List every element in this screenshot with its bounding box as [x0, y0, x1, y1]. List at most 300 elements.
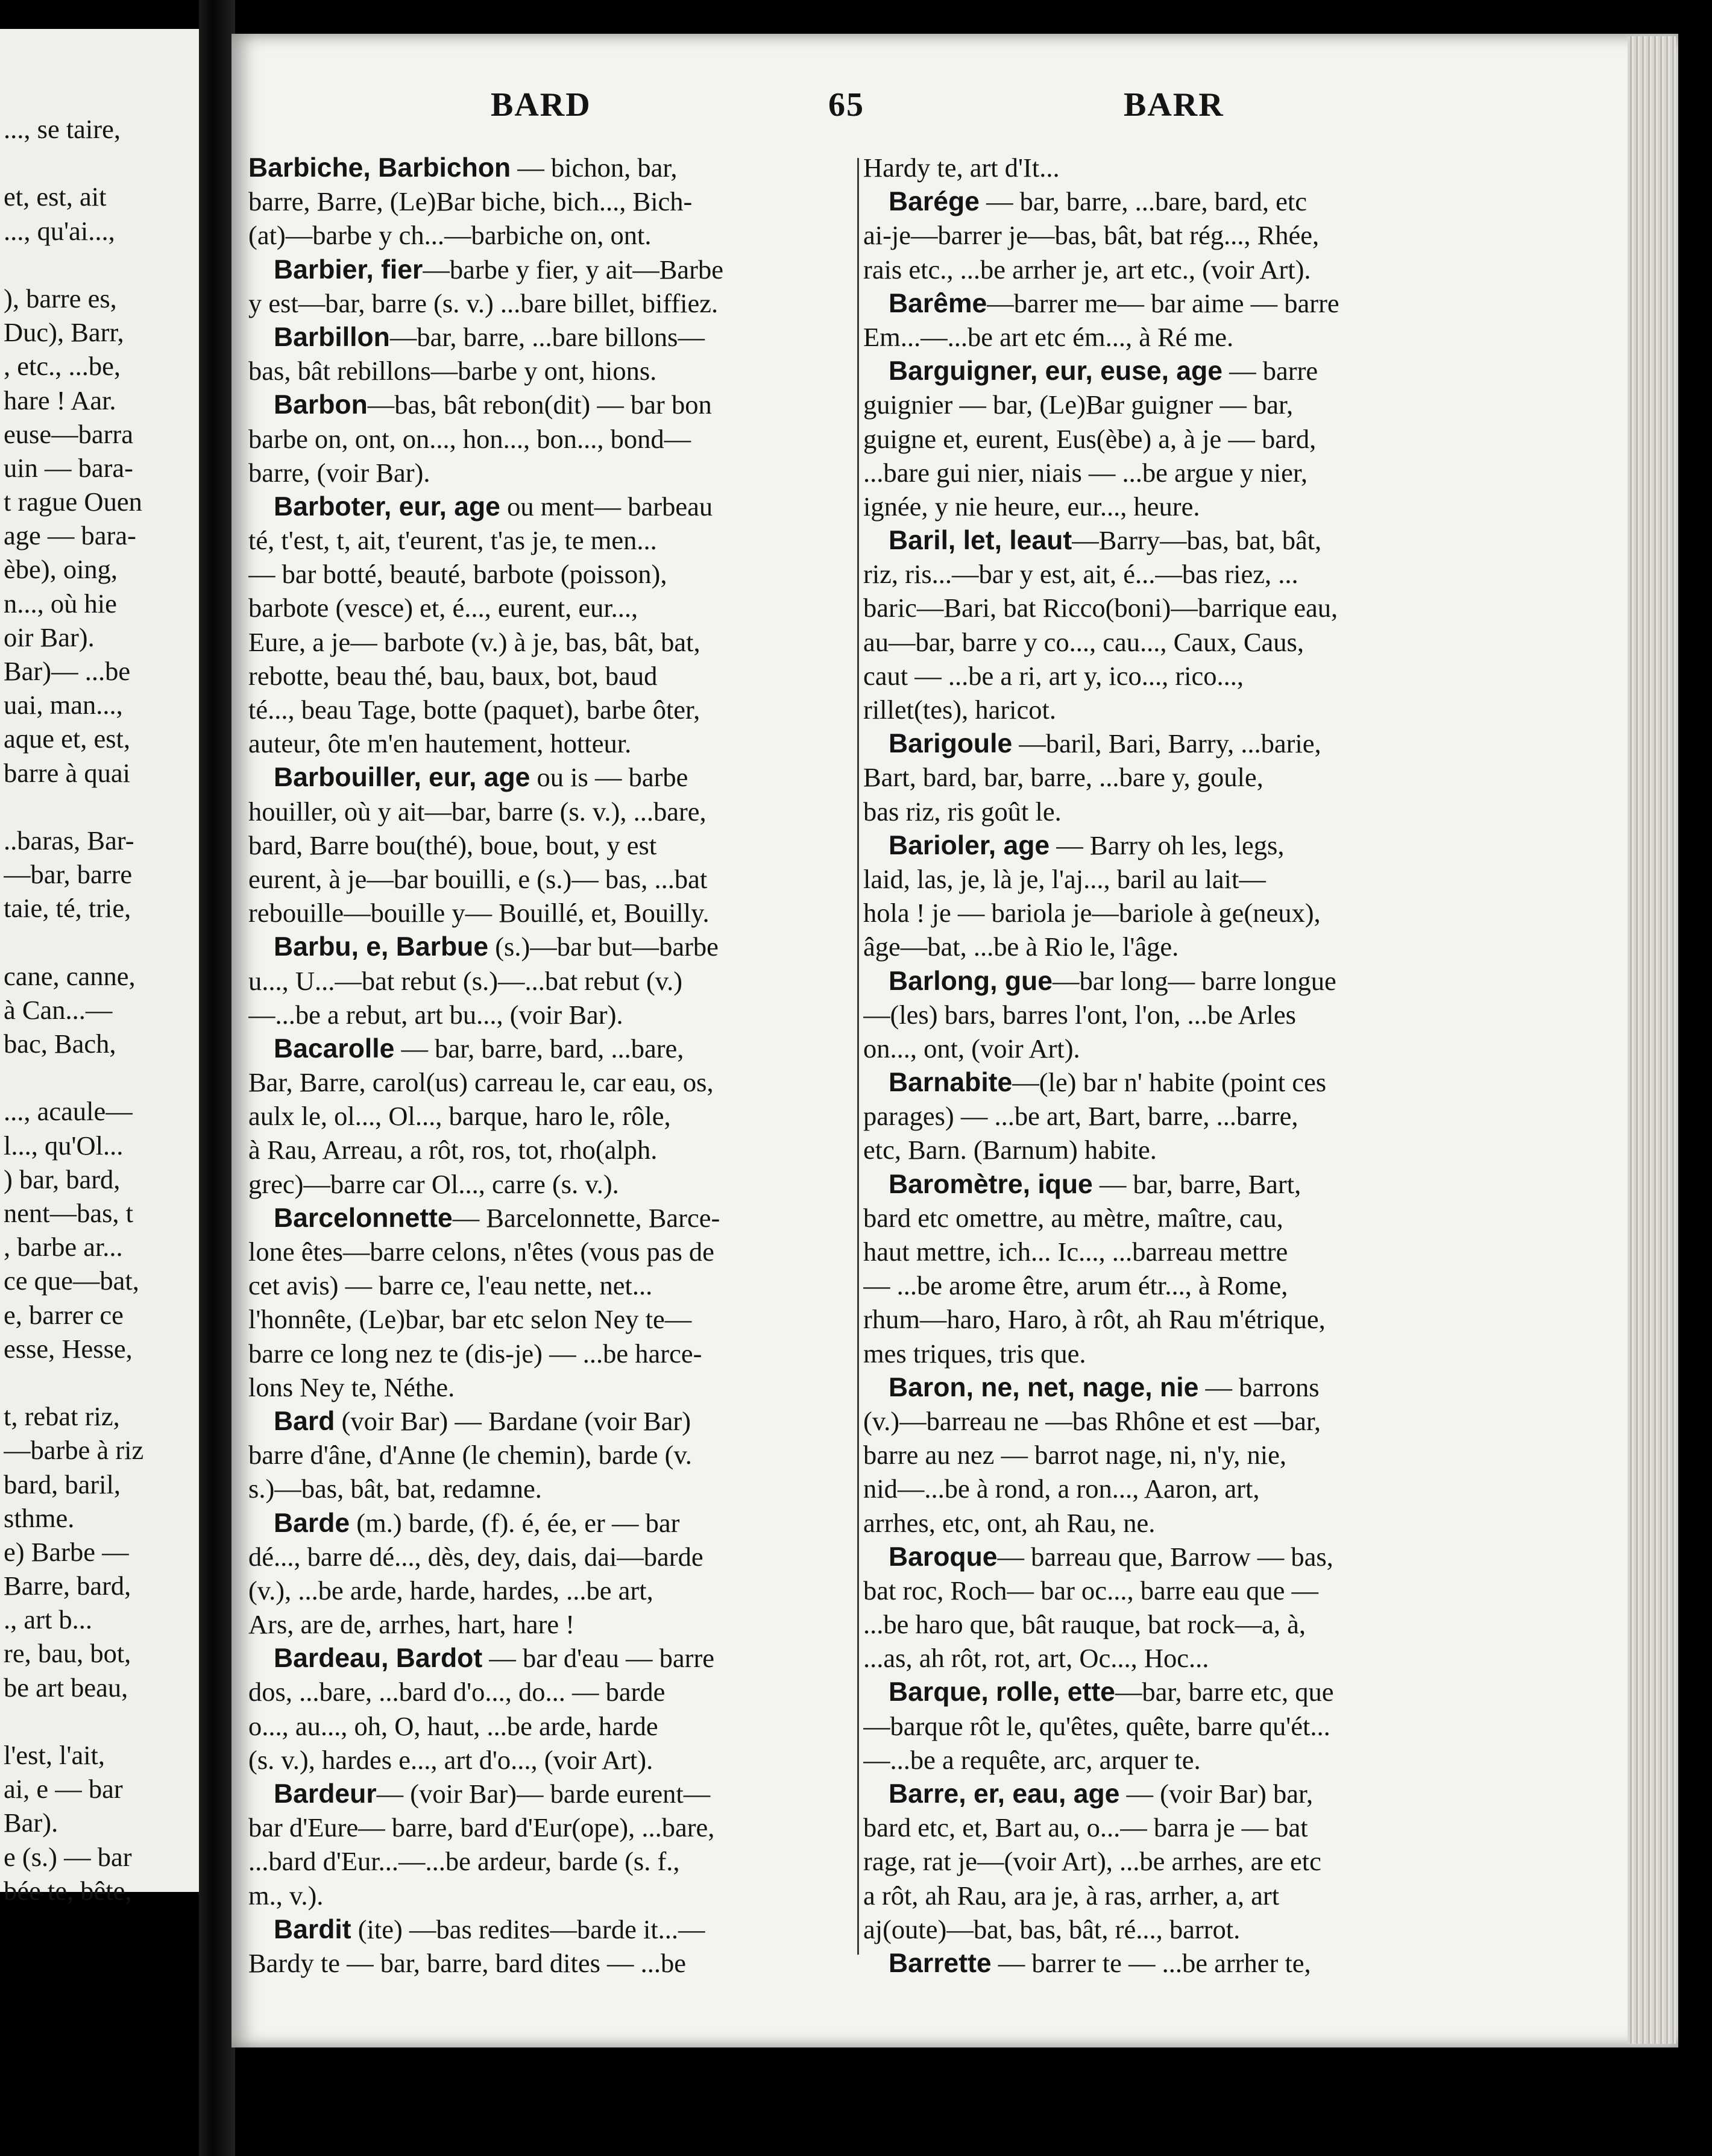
definition-text: à Rau, Arreau, a rôt, ros, tot, rho(alph. — [248, 1135, 658, 1165]
definition-text: —(les) bars, barres l'ont, l'on, ...be Arles — [863, 999, 1296, 1030]
definition-text: té, t'est, t, ait, t'eurent, t'as je, te men... — [248, 525, 657, 556]
entry-text-line — [863, 760, 1490, 794]
definition-text: —barrer me— bar aime — barre — [987, 288, 1339, 318]
definition-text: — Barry oh les, legs, — [1050, 830, 1285, 860]
headword: Barde — [274, 1508, 350, 1538]
entry-text-line — [248, 184, 851, 218]
entry-headword-line — [248, 1777, 851, 1811]
entry-text-line — [248, 1743, 851, 1777]
definition-text: ou is — barbe — [530, 762, 688, 793]
headword: Barbiche, Barbichon — [248, 153, 511, 183]
entry-text-line — [248, 591, 851, 625]
entry-text-line — [248, 1472, 851, 1505]
definition-text: Em...—...be art etc ém..., à Ré me. — [863, 321, 1234, 352]
text-line — [4, 925, 197, 959]
text-line: oir Bar). — [4, 622, 95, 652]
definition-text: laid, las, je, là je, l'aj..., baril au lait— — [863, 863, 1266, 894]
entry-text-line — [863, 693, 1490, 727]
entry-text-line — [248, 1133, 851, 1167]
text-line: barre à quai — [4, 757, 131, 788]
definition-text: rhum—haro, Haro, à rôt, ah Rau m'étrique, — [863, 1304, 1326, 1335]
text-line: uai, man..., — [4, 690, 123, 720]
headword: Barbier, fier — [274, 254, 423, 285]
entry-headword-line — [863, 1946, 1490, 1980]
text-line: Duc), Barr, — [4, 317, 124, 348]
entry-text-line — [248, 1879, 851, 1912]
definition-text: —bar, barre etc, que — [1115, 1677, 1334, 1707]
entry-text-line — [863, 151, 1490, 184]
headword: Baron, ne, net, nage, nie — [889, 1372, 1199, 1402]
entry-text-line — [863, 218, 1490, 252]
entry-text-line — [863, 862, 1490, 896]
definition-text: — barrons — [1198, 1372, 1320, 1402]
definition-text: —baril, Bari, Barry, ...barie, — [1012, 728, 1321, 759]
definition-text: Ars, are de, arrhes, hart, hare ! — [248, 1609, 575, 1640]
entry-text-line — [863, 1844, 1490, 1878]
entry-headword-line — [248, 760, 851, 794]
definition-text: — (voir Bar)— barde eurent— — [376, 1779, 711, 1809]
text-line: esse, Hesse, — [4, 1333, 133, 1364]
entry-headword-line — [863, 1540, 1490, 1574]
definition-text: — barreau que, Barrow — bas, — [997, 1541, 1333, 1572]
entry-text-line — [863, 625, 1490, 659]
entry-text-line — [248, 625, 851, 659]
definition-text: riz, ris...—bar y est, ait, é...—bas riez, ... — [863, 559, 1298, 590]
entry-text-line — [248, 1811, 851, 1844]
definition-text: ...bare gui nier, niais — ...be argue y nier, — [863, 457, 1308, 488]
headword: Baromètre, ique — [889, 1169, 1093, 1199]
text-line: n..., où hie — [4, 588, 117, 619]
entry-text-line — [248, 1167, 851, 1201]
headword: Baril, let, leaut — [889, 526, 1072, 556]
text-line: Bar)— ...be — [4, 656, 131, 686]
definition-text: ai-je—barrer je—bas, bât, bat rég..., Rhée, — [863, 220, 1320, 251]
text-line — [4, 248, 197, 282]
headword: Barboter, eur, age — [274, 491, 500, 522]
definition-text: lons Ney te, Néthe. — [248, 1372, 455, 1402]
entry-text-line — [863, 1133, 1490, 1167]
page-number: 65 — [828, 86, 864, 124]
entry-text-line — [248, 1337, 851, 1370]
definition-text: grec)—barre car Ol..., carre (s. v.). — [248, 1168, 619, 1199]
entry-headword-line — [863, 1675, 1490, 1709]
entry-text-line — [248, 998, 851, 1032]
definition-text: cet avis) — barre ce, l'eau nette, net... — [248, 1270, 653, 1301]
definition-text: rebotte, beau thé, bau, baux, bot, baud — [248, 660, 658, 691]
right-column — [863, 151, 1490, 1980]
entry-text-line — [863, 490, 1490, 523]
text-line — [4, 146, 197, 180]
headword: Barigoule — [889, 729, 1013, 759]
text-line: ai, e — bar — [4, 1774, 123, 1805]
definition-text: Bart, bard, bar, barre, ...bare y, goule, — [863, 762, 1264, 793]
entry-headword-line — [248, 320, 851, 354]
entry-text-line — [863, 1337, 1490, 1370]
definition-text: ...as, ah rôt, rot, art, Oc..., Hoc... — [863, 1643, 1209, 1674]
definition-text: ignée, y nie heure, eur..., heure. — [863, 491, 1200, 522]
definition-text: (at)—barbe y ch...—barbiche on, ont. — [248, 220, 652, 251]
entry-text-line — [863, 1607, 1490, 1641]
entry-text-line — [863, 1506, 1490, 1540]
text-line: , etc., ...be, — [4, 351, 121, 382]
definition-text: âge—bat, ...be à Rio le, l'âge. — [863, 931, 1179, 962]
text-line: bac, Bach, — [4, 1029, 116, 1059]
text-line — [4, 1704, 197, 1738]
definition-text: aj(oute)—bat, bas, bât, ré..., barrot. — [863, 1914, 1241, 1944]
entry-text-line — [863, 1302, 1490, 1336]
definition-text: —bar long— barre longue — [1052, 965, 1336, 996]
definition-text: té..., beau Tage, botte (paquet), barbe ôter, — [248, 695, 700, 725]
text-line: t, rebat riz, — [4, 1401, 120, 1432]
headword: Barbouiller, eur, age — [274, 763, 530, 793]
text-line: èbe), oing, — [4, 554, 118, 585]
definition-text: aulx le, ol..., Ol..., barque, haro le, rôle, — [248, 1101, 671, 1132]
definition-text: etc, Barn. (Barnum) habite. — [863, 1135, 1157, 1165]
entry-text-line — [248, 862, 851, 896]
definition-text: hola ! je — bariola je—bariole à ge(neux), — [863, 898, 1321, 928]
page-edges — [1628, 36, 1676, 2044]
text-line: e, barrer ce — [4, 1299, 124, 1330]
definition-text: baric—Bari, bat Ricco(boni)—barrique eau, — [863, 593, 1338, 623]
headword: Barbon — [274, 390, 368, 420]
text-line — [4, 790, 197, 824]
definition-text: arrhes, etc, ont, ah Rau, ne. — [863, 1507, 1156, 1538]
text-line: —bar, barre — [4, 859, 133, 890]
definition-text: bas riz, ris goût le. — [863, 796, 1062, 827]
entry-text-line — [863, 557, 1490, 591]
definition-text: rebouille—bouille y— Bouillé, et, Bouilly. — [248, 898, 710, 928]
entry-text-line — [863, 1879, 1490, 1912]
text-line: ) bar, bard, — [4, 1164, 121, 1194]
text-line: e (s.) — bar — [4, 1841, 132, 1872]
entry-text-line — [863, 253, 1490, 286]
entry-headword-line — [248, 253, 851, 286]
entry-text-line — [863, 998, 1490, 1032]
headword: Barioler, age — [889, 830, 1050, 860]
entry-text-line — [248, 1709, 851, 1743]
definition-text: bard etc, et, Bart au, o...— barra je — bat — [863, 1812, 1308, 1843]
entry-headword-line — [863, 1777, 1490, 1811]
definition-text: —(le) bar n' habite (point ces — [1012, 1067, 1327, 1098]
definition-text: barre, Barre, (Le)Bar biche, bich..., Bich- — [248, 186, 693, 217]
text-line: ..., qu'ai..., — [4, 215, 115, 246]
text-line: Bar). — [4, 1808, 58, 1838]
entry-headword-line — [863, 1065, 1490, 1099]
entry-text-line — [248, 1540, 851, 1574]
entry-text-line — [863, 795, 1490, 828]
text-line: ce que—bat, — [4, 1266, 139, 1296]
headword: Barguigner, eur, euse, age — [889, 356, 1223, 386]
entry-text-line — [248, 659, 851, 693]
definition-text: — bichon, bar, — [511, 153, 678, 183]
entry-text-line — [248, 795, 851, 828]
definition-text: (m.) barde, (f). é, ée, er — bar — [350, 1507, 680, 1538]
definition-text: bas, bât rebillons—barbe y ont, hions. — [248, 356, 657, 386]
text-line: hare ! Aar. — [4, 385, 116, 415]
headword: Barbillon — [274, 322, 390, 352]
headword: Barlong, gue — [889, 966, 1053, 996]
entry-text-line — [248, 1675, 851, 1709]
entry-headword-line — [863, 523, 1490, 557]
definition-text: rillet(tes), haricot. — [863, 695, 1057, 725]
entry-text-line — [863, 1269, 1490, 1302]
definition-text: Bardy te — bar, barre, bard dites — ...be — [248, 1947, 687, 1978]
entry-text-line — [863, 320, 1490, 354]
entry-text-line — [863, 1235, 1490, 1269]
text-line: uin — bara- — [4, 452, 134, 483]
text-line: bard, baril, — [4, 1469, 121, 1499]
text-line: sthme. — [4, 1502, 75, 1533]
entry-text-line — [248, 964, 851, 998]
definition-text: ...be haro que, bât rauque, bat rock—a, à, — [863, 1609, 1306, 1640]
right-guide-word: BARR — [1124, 86, 1224, 124]
entry-text-line — [863, 1472, 1490, 1505]
entry-headword-line — [863, 184, 1490, 218]
running-header — [231, 86, 1618, 134]
definition-text: barre, (voir Bar). — [248, 457, 430, 488]
headword: Barbu, e, Barbue — [274, 932, 489, 962]
definition-text: barre d'âne, d'Anne (le chemin), barde (v. — [248, 1440, 692, 1470]
entry-text-line — [863, 896, 1490, 930]
text-line: taie, té, trie, — [4, 893, 131, 924]
definition-text: haut mettre, ich... Ic..., ...barreau mettre — [863, 1237, 1288, 1267]
headword: Bardit — [274, 1914, 351, 1944]
definition-text: rais etc., ...be arrher je, art etc., (voir Art). — [863, 254, 1311, 285]
definition-text: l'honnête, (Le)bar, bar etc selon Ney te— — [248, 1304, 692, 1335]
entry-text-line — [248, 286, 851, 320]
definition-text: (s.)—bar but—barbe — [488, 931, 719, 962]
definition-text: Hardy te, art d'It... — [863, 153, 1060, 183]
definition-text: bard, Barre bou(thé), boue, bout, y est — [248, 830, 657, 860]
entry-text-line — [863, 1912, 1490, 1946]
entry-headword-line — [863, 1370, 1490, 1404]
text-line: ., art b... — [4, 1604, 93, 1635]
definition-text: — barrer te — ...be arrher te, — [991, 1947, 1311, 1978]
text-line — [4, 1366, 197, 1399]
entry-text-line — [863, 1438, 1490, 1472]
entry-text-line — [863, 1811, 1490, 1844]
entry-headword-line — [248, 388, 851, 421]
entry-text-line — [863, 1743, 1490, 1777]
definition-text: eurent, à je—bar bouilli, e (s.)— bas, ...bat — [248, 863, 708, 894]
text-line: e) Barbe — — [4, 1536, 129, 1567]
definition-text: — Barcelonnette, Barce- — [452, 1202, 720, 1233]
definition-text: dé..., barre dé..., dès, dey, dais, dai—barde — [248, 1541, 703, 1572]
entry-headword-line — [863, 1167, 1490, 1201]
definition-text: — bar, barre, ...bare, bard, etc — [979, 186, 1307, 217]
definition-text: bard etc omettre, au mètre, maître, cau, — [863, 1202, 1283, 1233]
entry-text-line — [248, 354, 851, 388]
definition-text: ou ment— barbeau — [500, 491, 713, 522]
definition-text: guignier — bar, (Le)Bar guigner — bar, — [863, 389, 1294, 420]
text-line: à Can...— — [4, 994, 113, 1025]
definition-text: houiller, où y ait—bar, barre (s. v.), ...bare, — [248, 796, 707, 827]
entry-text-line — [863, 388, 1490, 421]
definition-text: au—bar, barre y co..., cau..., Caux, Caus, — [863, 626, 1304, 657]
definition-text: barbote (vesce) et, é..., eurent, eur..., — [248, 593, 638, 623]
headword: Barrette — [889, 1948, 992, 1978]
definition-text: guigne et, eurent, Eus(èbe) a, à je — bard, — [863, 423, 1317, 454]
left-guide-word: BARD — [491, 86, 591, 124]
entry-text-line — [248, 1302, 851, 1336]
text-line: ..., se taire, — [4, 114, 121, 144]
definition-text: (s. v.), hardes e..., art d'o..., (voir Art). — [248, 1744, 653, 1775]
headword: Bacarolle — [274, 1033, 395, 1064]
entry-text-line — [863, 1574, 1490, 1607]
definition-text: barre au nez — barrot nage, ni, n'y, nie, — [863, 1440, 1287, 1470]
book-gutter — [199, 0, 235, 2156]
definition-text: nid—...be à rond, a ron..., Aaron, art, — [863, 1474, 1260, 1504]
entry-text-line — [248, 1574, 851, 1607]
headword: Barque, rolle, ette — [889, 1677, 1115, 1707]
entry-headword-line — [248, 930, 851, 963]
entry-text-line — [863, 1641, 1490, 1675]
entry-headword-line — [863, 286, 1490, 320]
headword: Bardeur — [274, 1779, 377, 1809]
entry-headword-line — [863, 354, 1490, 388]
entry-text-line — [863, 422, 1490, 456]
entry-text-line — [248, 422, 851, 456]
entry-text-line — [248, 1607, 851, 1641]
text-line: aque et, est, — [4, 723, 131, 754]
definition-text: barre ce long nez te (dis-je) — ...be harce- — [248, 1338, 702, 1369]
text-line: l'est, l'ait, — [4, 1740, 105, 1770]
definition-text: (ite) —bas redites—barde it...— — [351, 1914, 705, 1944]
text-line: t rague Ouen — [4, 487, 142, 517]
definition-text: (v.)—barreau ne —bas Rhône et est —bar, — [863, 1405, 1321, 1436]
definition-text: parages) — ...be art, Bart, barre, ...barre, — [863, 1101, 1298, 1132]
entry-headword-line — [248, 1404, 851, 1438]
text-line: ), barre es, — [4, 283, 117, 314]
definition-text: Eure, a je— barbote (v.) à je, bas, bât, bat, — [248, 626, 700, 657]
text-line: cane, canne, — [4, 960, 136, 991]
entry-text-line — [248, 557, 851, 591]
definition-text: —...be a rebut, art bu..., (voir Bar). — [248, 999, 623, 1030]
entry-text-line — [863, 1709, 1490, 1743]
entry-text-line — [863, 591, 1490, 625]
definition-text: —Barry—bas, bat, bât, — [1072, 525, 1322, 556]
text-line: be art beau, — [4, 1672, 128, 1703]
text-line: bée te, bête, — [4, 1875, 132, 1906]
entry-text-line — [248, 1844, 851, 1878]
entry-text-line — [248, 1099, 851, 1133]
definition-text: — barre — [1223, 356, 1318, 386]
text-line: euse—barra — [4, 418, 133, 449]
entry-text-line — [248, 1269, 851, 1302]
definition-text: — bar d'eau — barre — [482, 1643, 715, 1674]
definition-text: — ...be arome être, arum étr..., à Rome, — [863, 1270, 1288, 1301]
definition-text: (voir Bar) — Bardane (voir Bar) — [335, 1405, 691, 1436]
headword: Barége — [889, 187, 980, 217]
text-line — [4, 1061, 197, 1094]
text-line: age — bara- — [4, 520, 136, 551]
definition-text: — bar, barre, bard, ...bare, — [394, 1033, 684, 1064]
definition-text: — (voir Bar) bar, — [1119, 1779, 1314, 1809]
definition-text: caut — ...be a ri, art y, ico..., rico..., — [863, 660, 1244, 691]
text-line: , barbe ar... — [4, 1232, 123, 1262]
column-divider — [857, 158, 859, 1955]
definition-text: u..., U...—bat rebut (s.)—...bat rebut (v.) — [248, 965, 683, 996]
headword: Barre, er, eau, age — [889, 1779, 1120, 1809]
definition-text: m., v.). — [248, 1880, 324, 1911]
definition-text: dos, ...bare, ...bard d'o..., do... — barde — [248, 1677, 666, 1707]
entry-text-line — [248, 456, 851, 490]
entry-text-line — [248, 1235, 851, 1269]
entry-text-line — [248, 523, 851, 557]
entry-headword-line — [248, 1506, 851, 1540]
definition-text: on..., ont, (voir Art). — [863, 1033, 1080, 1064]
entry-headword-line — [863, 828, 1490, 862]
definition-text: —bar, barre, ...bare billons— — [389, 321, 705, 352]
entry-headword-line — [863, 727, 1490, 760]
headword: Barême — [889, 288, 987, 318]
headword: Bard — [274, 1406, 335, 1436]
entry-text-line — [863, 1099, 1490, 1133]
definition-text: bar d'Eure— barre, bard d'Eur(ope), ...bare, — [248, 1812, 715, 1843]
definition-text: —barbe y fier, y ait—Barbe — [423, 254, 723, 285]
entry-text-line — [863, 1201, 1490, 1235]
definition-text: —barque rôt le, qu'êtes, quête, barre qu'ét... — [863, 1710, 1330, 1741]
text-line: nent—bas, t — [4, 1198, 134, 1228]
definition-text: rage, rat je—(voir Art), ...be arrhes, are etc — [863, 1846, 1321, 1877]
main-column — [248, 151, 851, 1980]
text-line: ..baras, Bar- — [4, 825, 134, 856]
text-line: et, est, ait — [4, 181, 107, 212]
text-line: l..., qu'Ol... — [4, 1130, 124, 1161]
entry-text-line — [248, 727, 851, 760]
definition-text: Bar, Barre, carol(us) carreau le, car eau, os, — [248, 1067, 714, 1098]
left-partial-column — [4, 112, 197, 1908]
definition-text: barbe on, ont, on..., hon..., bon..., bond— — [248, 423, 691, 454]
entry-text-line — [248, 693, 851, 727]
definition-text: o..., au..., oh, O, haut, ...be arde, harde — [248, 1710, 658, 1741]
entry-text-line — [863, 1032, 1490, 1065]
entry-text-line — [863, 930, 1490, 963]
headword: Bardeau, Bardot — [274, 1644, 483, 1674]
definition-text: s.)—bas, bât, bat, redamne. — [248, 1474, 542, 1504]
definition-text: a rôt, ah Rau, ara je, à ras, arrher, a, art — [863, 1880, 1280, 1911]
headword: Barcelonnette — [274, 1203, 453, 1233]
entry-headword-line — [248, 490, 851, 523]
entry-headword-line — [248, 1032, 851, 1065]
definition-text: lone êtes—barre celons, n'êtes (vous pas de — [248, 1237, 714, 1267]
entry-text-line — [248, 1370, 851, 1404]
entry-text-line — [248, 1065, 851, 1099]
text-line: re, bau, bot, — [4, 1638, 131, 1669]
definition-text: ...bard d'Eur...—...be ardeur, barde (s. f., — [248, 1846, 680, 1877]
definition-text: (v.), ...be arde, harde, hardes, ...be art, — [248, 1575, 653, 1606]
definition-text: — bar, barre, Bart, — [1092, 1168, 1301, 1199]
text-line: ..., acaule— — [4, 1096, 133, 1127]
definition-text: auteur, ôte m'en hautement, hotteur. — [248, 728, 632, 759]
definition-text: y est—bar, barre (s. v.) ...bare billet, biffiez. — [248, 288, 719, 318]
entry-text-line — [863, 456, 1490, 490]
headword: Baroque — [889, 1542, 998, 1572]
entry-headword-line — [248, 1641, 851, 1675]
entry-text-line — [863, 659, 1490, 693]
entry-text-line — [248, 218, 851, 252]
entry-text-line — [248, 1946, 851, 1980]
definition-text: —bas, bât rebon(dit) — bar bon — [367, 389, 712, 420]
entry-text-line — [248, 896, 851, 930]
entry-headword-line — [248, 1201, 851, 1235]
text-line: Barre, bard, — [4, 1571, 131, 1601]
entry-text-line — [248, 1438, 851, 1472]
headword: Barnabite — [889, 1068, 1013, 1098]
text-line: —barbe à riz — [4, 1435, 144, 1466]
definition-text: mes triques, tris que. — [863, 1338, 1086, 1369]
entry-headword-line — [863, 964, 1490, 998]
